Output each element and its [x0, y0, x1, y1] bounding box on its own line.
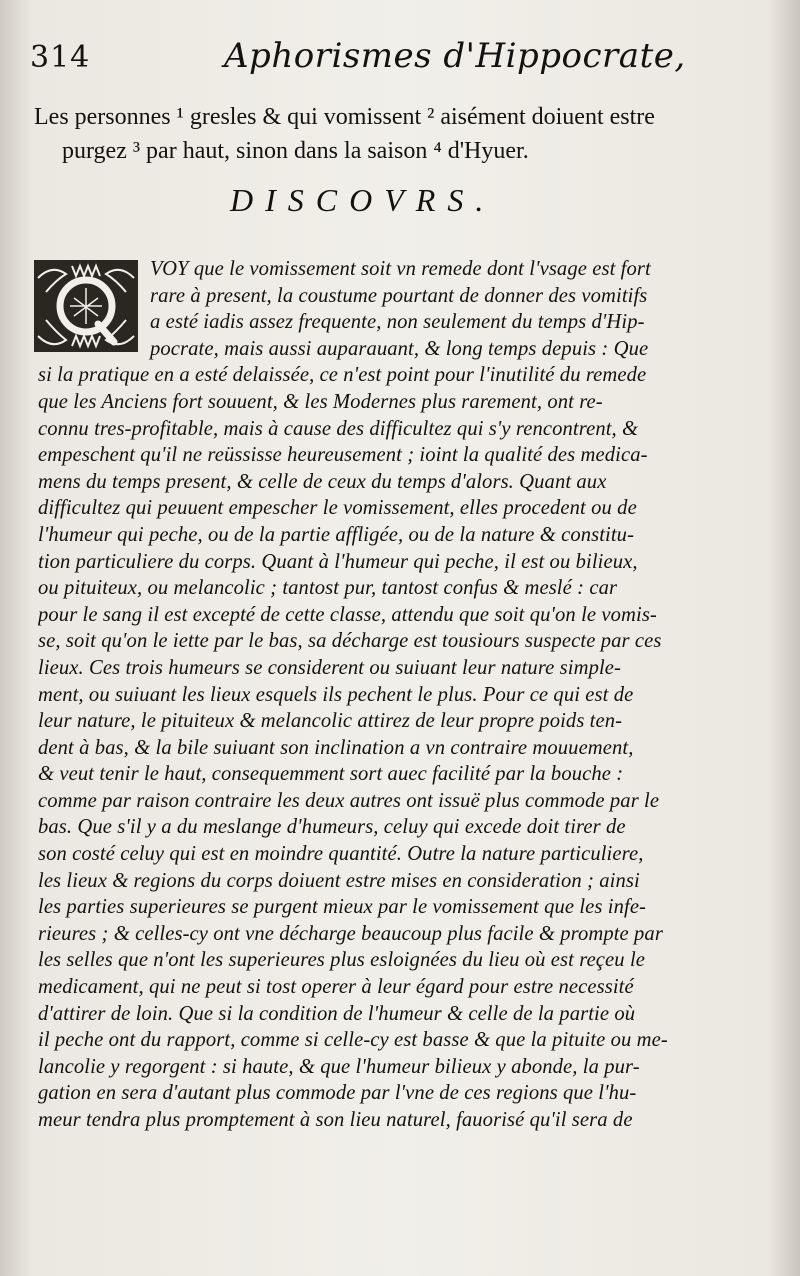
- text-line: bas. Que s'il y a du meslange d'humeurs, celuy qui excede doit tirer de: [38, 816, 626, 839]
- text-line: lieux. Ces trois humeurs se considerent ou suiuant leur nature simple-: [38, 656, 621, 679]
- text-line: les lieux & regions du corps doiuent estre mises en consideration ; ainsi: [38, 869, 640, 892]
- text-line: ment, ou suiuant les lieux esquels ils pechent le plus. Pour ce qui est de: [38, 683, 634, 706]
- text-line: si la pratique en a esté delaissée, ce n'est point pour l'inutilité du remede: [38, 364, 647, 387]
- text-line: medicament, qui ne peut si tost operer à leur égard pour estre necessité: [38, 976, 634, 999]
- aphorism-line: Les personnes ¹ gresles & qui vomissent ² aisément doiuent estre: [34, 104, 655, 130]
- aphorism-text: [34, 100, 734, 168]
- text-line: mens du temps present, & celle de ceux du temps d'alors. Quant aux: [38, 470, 607, 493]
- running-title: Aphorismes d'Hippocrate,: [224, 36, 686, 76]
- text-line: a esté iadis assez frequente, non seulement du temps d'Hip-: [150, 311, 645, 334]
- text-line: il peche ont du rapport, comme si celle-cy est basse & que la pituite ou me-: [38, 1029, 668, 1052]
- text-line: connu tres-profitable, mais à cause des difficultez qui s'y rencontrent, &: [38, 417, 639, 440]
- text-line: meur tendra plus promptement à son lieu naturel, fauorisé qu'il sera de: [38, 1109, 633, 1131]
- section-heading: DISCOVRS.: [230, 182, 496, 218]
- text-line: lancolie y regorgent : si haute, & que l'humeur bilieux y abonde, la pur-: [38, 1055, 640, 1078]
- page-number: 314: [30, 40, 91, 75]
- text-line: rare à present, la coustume pourtant de donner des vomitifs: [150, 284, 648, 307]
- text-line: rieures ; & celles-cy ont vne décharge beaucoup plus facile & prompte par: [38, 922, 663, 945]
- aphorism-line: purgez ³ par haut, sinon dans la saison ⁴ d'Hyuer.: [62, 138, 529, 164]
- text-line: pocrate, mais aussi auparauant, & long temps depuis : Que: [150, 337, 649, 360]
- text-line: comme par raison contraire les deux autres ont issuë plus commode par le: [38, 789, 660, 812]
- text-line: se, soit qu'on le iette par le bas, sa décharge est tousiours suspecte par ces: [38, 630, 662, 653]
- running-head: [28, 34, 768, 80]
- text-line: que les Anciens fort souuent, & les Modernes plus rarement, ont re-: [38, 390, 603, 413]
- discourse-text: [38, 256, 728, 1134]
- text-line: empeschent qu'il ne reüssisse heureusement ; ioint la qualité des medica-: [38, 444, 648, 467]
- text-line: pour le sang il est excepté de cette classe, attendu que soit qu'on le vomis-: [38, 603, 657, 626]
- text-line: difficultez qui peuuent empescher le vomissement, elles procedent ou de: [38, 497, 637, 520]
- text-line: leur nature, le pituiteux & melancolic attirez de leur propre poids ten-: [38, 710, 623, 733]
- text-line: d'attirer de loin. Que si la condition de l'humeur & celle de la partie où: [38, 1002, 636, 1025]
- text-line: ou pituiteux, ou melancolic ; tantost pur, tantost confus & meslé : car: [38, 577, 618, 600]
- text-line: l'humeur qui peche, ou de la partie affligée, ou de la nature & constitu-: [38, 523, 635, 546]
- text-line: VOY que le vomissement soit vn remede dont l'vsage est fort: [150, 258, 651, 280]
- text-line: & veut tenir le haut, consequemment sort auec facilité par la bouche :: [38, 763, 624, 786]
- text-line: les selles que n'ont les superieures plus esloignées du lieu où est reçeu le: [38, 949, 645, 972]
- text-line: tion particuliere du corps. Quant à l'humeur qui peche, il est ou bilieux,: [38, 550, 638, 573]
- text-line: dent à bas, & la bile suiuant son inclination a vn contraire mouuement,: [38, 736, 634, 759]
- text-line: son costé celuy qui est en moindre quantité. Outre la nature particuliere,: [38, 843, 644, 866]
- text-line: gation en sera d'autant plus commode par l'vne de ces regions que l'hu-: [38, 1082, 637, 1105]
- text-line: les parties superieures se purgent mieux par le vomissement que les infe-: [38, 896, 647, 919]
